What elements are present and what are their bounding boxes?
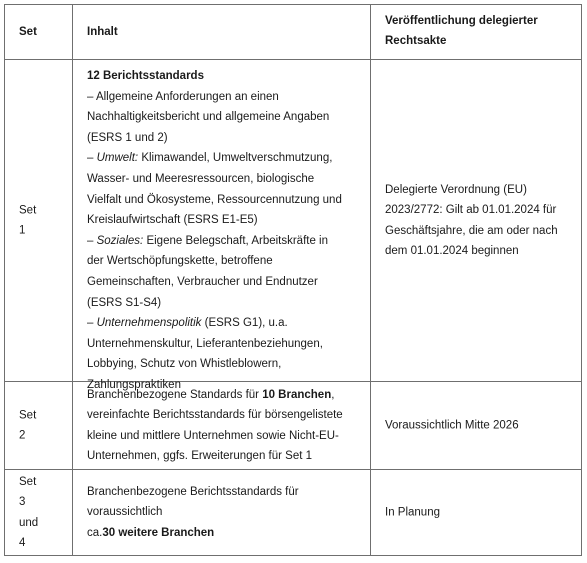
inhalt-line: kleine und mittlere Unternehmen sowie Nicht-EU- (87, 429, 339, 442)
cell-veroeffentlichung (371, 382, 581, 469)
header-inhalt-label: Inhalt (87, 26, 118, 38)
inhalt-category-unternehmenspolitik: Unternehmenspolitik (96, 317, 202, 330)
cell-veroeffentlichung (371, 470, 581, 555)
veroeffentlichung-line: Voraussichtlich Mitte 2026 (385, 419, 519, 432)
set-label (19, 471, 64, 553)
inhalt-line: Unternehmenskultur, Lieferantenbeziehungen, (87, 337, 323, 350)
inhalt-line: (ESRS 1 und 2) (87, 131, 168, 144)
set-label-line: Set (19, 408, 37, 421)
set-label (19, 405, 64, 446)
inhalt-line: der Wertschöpfungskette, betroffene (87, 255, 273, 268)
esrs-standards-table (4, 4, 582, 556)
set-label-line: Set (19, 475, 37, 488)
inhalt-line: voraussichtlich (87, 506, 163, 519)
inhalt-line: Zahlungspraktiken (87, 378, 181, 391)
veroeffentlichung-line: Delegierte Verordnung (EU) (385, 183, 527, 196)
inhalt-line: (ESRS S1-S4) (87, 296, 162, 309)
inhalt-line: – Allgemeine Anforderungen an einen (87, 90, 279, 103)
set-label (19, 200, 64, 241)
inhalt-line: Unternehmen, ggfs. Erweiterungen für Set 1 (87, 450, 313, 463)
inhalt-emphasis: 10 Branchen (262, 388, 332, 401)
header-cell-set (5, 5, 73, 59)
inhalt-line: Kreislaufwirtschaft (ESRS E1-E5) (87, 214, 258, 227)
inhalt-line: vereinfachte Berichtsstandards für börsengelistete (87, 408, 343, 421)
inhalt-line: – Unternehmenspolitik (ESRS G1), u.a. (87, 317, 288, 330)
cell-set (5, 382, 73, 469)
inhalt-line: – Umwelt: Klimawandel, Umweltverschmutzung, (87, 152, 333, 165)
cell-inhalt (73, 470, 371, 555)
inhalt-line: Branchenbezogene Berichtsstandards für (87, 485, 299, 498)
inhalt-line: – Soziales: Eigene Belegschaft, Arbeitskräfte in (87, 234, 329, 247)
cell-inhalt (73, 382, 371, 469)
cell-set (5, 470, 73, 555)
inhalt-line: Wasser- und Meeresressourcen, biologische (87, 172, 315, 185)
set-label-line: und (19, 516, 39, 529)
inhalt-category-soziales: Soziales: (96, 234, 144, 247)
table-header-row (5, 5, 581, 60)
header-veroeffentlichung-label (385, 11, 571, 51)
inhalt-text (87, 482, 362, 544)
set-label-line: 2 (19, 429, 26, 442)
header-veroeffentlichung-line: Veröffentlichung delegierter (385, 15, 538, 27)
inhalt-emphasis: 30 weitere Branchen (102, 526, 215, 539)
cell-veroeffentlichung (371, 60, 581, 381)
inhalt-line: Lobbying, Schutz von Whistleblowern, (87, 358, 282, 371)
veroeffentlichung-line: In Planung (385, 506, 440, 519)
table-row (5, 382, 581, 470)
table-row (5, 470, 581, 555)
inhalt-line: ca.30 weitere Branchen (87, 526, 215, 539)
veroeffentlichung-text (385, 415, 573, 436)
set-label-line: 1 (19, 224, 26, 237)
inhalt-line: Branchenbezogene Standards für 10 Branchen, (87, 388, 335, 401)
veroeffentlichung-line: Geschäftsjahre, die am oder nach (385, 224, 558, 237)
veroeffentlichung-text (385, 179, 573, 261)
veroeffentlichung-line: 2023/2772: Gilt ab 01.01.2024 für (385, 203, 557, 216)
inhalt-line: Gemeinschaften, Verbraucher und Endnutzer (87, 275, 318, 288)
header-cell-veroeffentlichung (371, 5, 581, 59)
veroeffentlichung-line: dem 01.01.2024 beginnen (385, 245, 519, 258)
inhalt-text (87, 66, 362, 396)
header-set-label: Set (19, 26, 37, 38)
set-label-line: 4 (19, 537, 26, 550)
set-label-line: 3 (19, 495, 26, 508)
set-label-line: Set (19, 203, 37, 216)
cell-set (5, 60, 73, 381)
header-veroeffentlichung-line: Rechtsakte (385, 35, 447, 47)
inhalt-line: Vielfalt und Ökosysteme, Ressourcennutzung und (87, 193, 342, 206)
veroeffentlichung-text (385, 502, 573, 523)
cell-inhalt (73, 60, 371, 391)
inhalt-text (87, 384, 362, 466)
table-row (5, 60, 581, 391)
header-cell-inhalt (73, 5, 371, 59)
inhalt-line: Nachhaltigkeitsbericht und allgemeine Angaben (87, 111, 330, 124)
inhalt-category-umwelt: Umwelt: (96, 152, 139, 165)
inhalt-title: 12 Berichtsstandards (87, 70, 204, 82)
